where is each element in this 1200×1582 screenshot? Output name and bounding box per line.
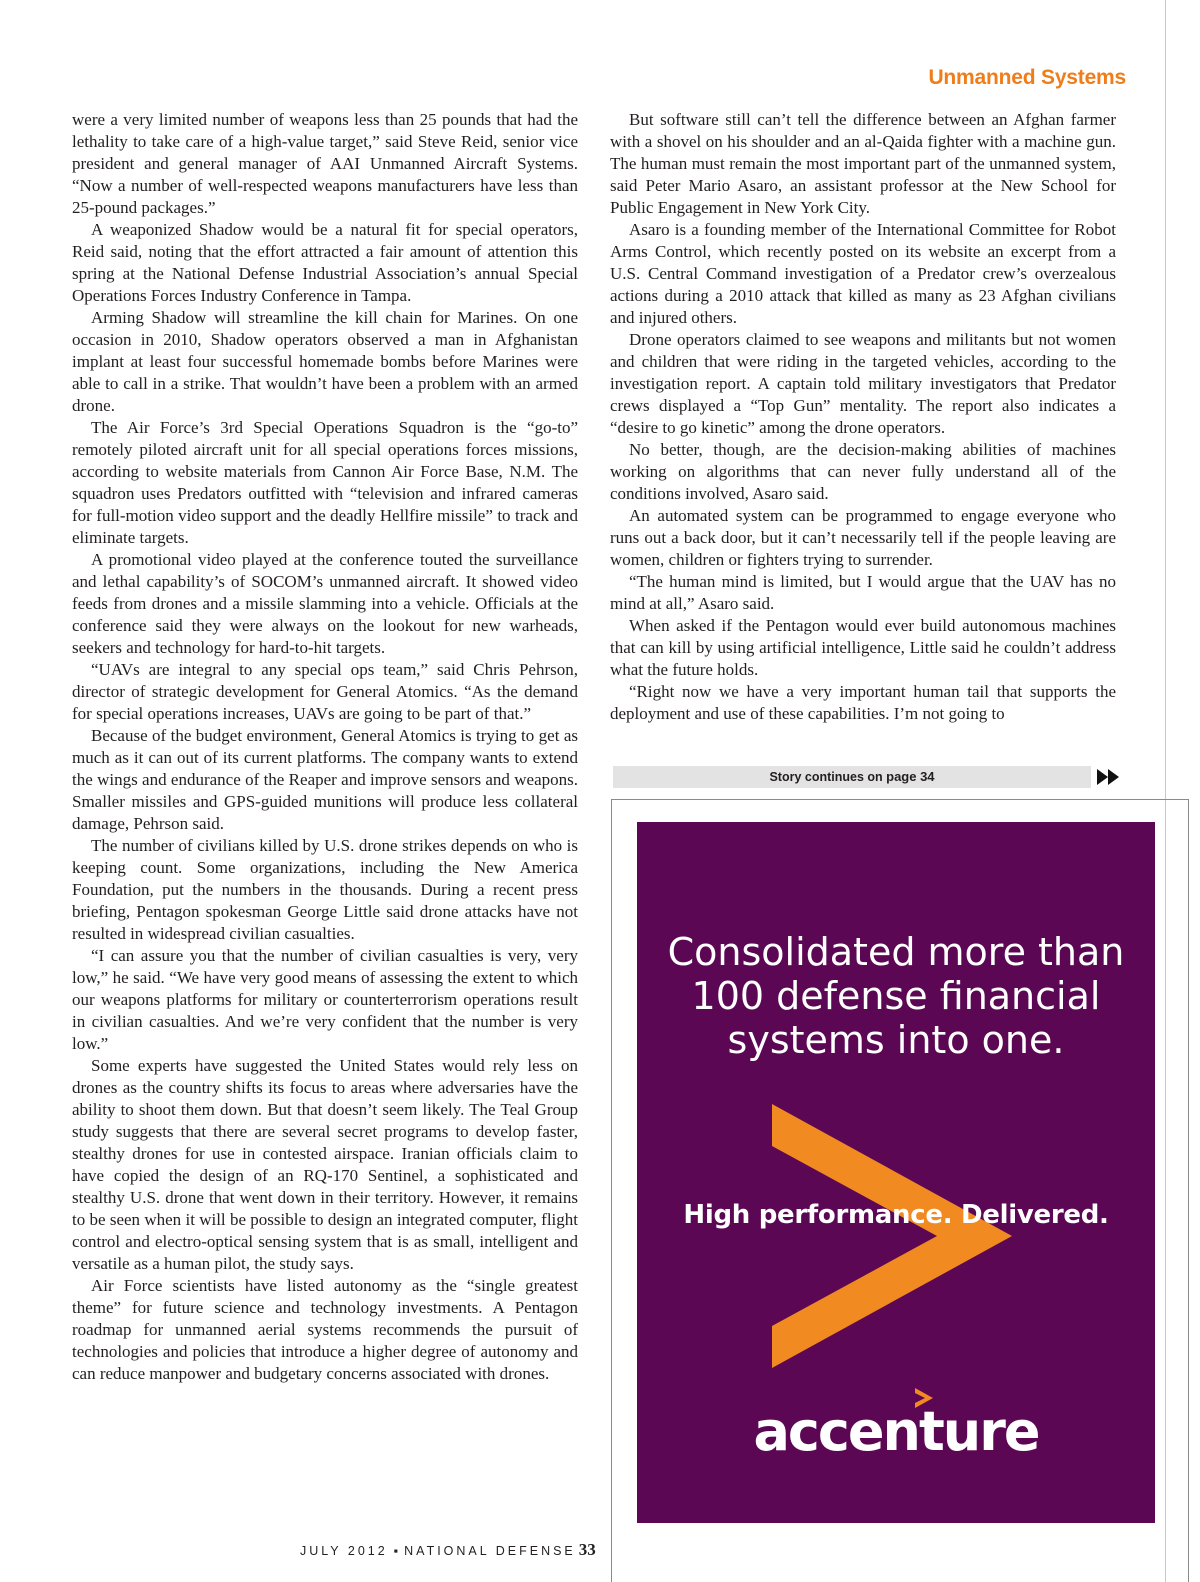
paragraph: were a very limited number of weapons less than 25 pounds that had the lethality to take care of a high-value target,” said Steve Reid, senior vice president and general manager of AAI Unmanned Aircraft Systems. “Now a number of well-respected weapons manufacturers have less than 25-pound packages.” bbox=[72, 110, 578, 217]
paragraph: The Air Force’s 3rd Special Operations Squadron is the “go-to” remotely piloted aircraft unit for all special operations forces missions, according to website materials from Cannon Air Force Base, N.M. The squadron uses Predators outfitted with “television and infrared cameras for full-motion video support and the deadly Hellfire missile” to track and eliminate targets. bbox=[72, 418, 578, 547]
paragraph: Because of the budget environment, General Atomics is trying to get as much as it can out of its current platforms. The company wants to extend the wings and endurance of the Reaper and improve sensors and weapons. Smaller missiles and GPS-guided munitions will produce less collateral damage, Pehrson said. bbox=[72, 726, 578, 833]
paragraph: “Right now we have a very important human tail that supports the deployment and use of these capabilities. I’m not going to bbox=[610, 682, 1116, 723]
accenture-chevron-icon bbox=[772, 1104, 1012, 1368]
paragraph: Some experts have suggested the United States would rely less on drones as the country shifts its focus to areas where adversaries have the ability to shoot them down. But that doesn’t seem likely. The Teal Group study suggests that there are several secret programs to develop faster, stealthy drones for use in contested airspace. Iranian officials claim to have copied the design of an RQ-170 Sentinel, a sophisticated and stealthy U.S. drone that went down in their territory. However, it remains to be seen when it will be possible to design an integrated computer, flight control and electro-optical sensing system that is as small, intelligent and versatile as a human pilot, the study says. bbox=[72, 1056, 578, 1273]
paragraph: An automated system can be programmed to engage everyone who runs out a back door, but it can’t necessarily tell if the people leaving are women, children or fighters trying to surrender. bbox=[610, 506, 1116, 569]
ad-frame-right bbox=[1188, 799, 1189, 1582]
paragraph: “The human mind is limited, but I would argue that the UAV has no mind at all,” Asaro said. bbox=[610, 572, 1116, 613]
page-footer bbox=[300, 1540, 596, 1560]
continues-label: Story continues on bbox=[769, 770, 883, 784]
paragraph: Arming Shadow will streamline the kill chain for Marines. On one occasion in 2010, Shadow operators observed a man in Afghanistan implant at least four successful homemade bombs before Marines were able to call in a strike. That wouldn’t have been a problem with an armed drone. bbox=[72, 308, 578, 415]
continues-page: page 34 bbox=[886, 769, 935, 784]
section-header: Unmanned Systems bbox=[928, 66, 1126, 89]
paragraph: “UAVs are integral to any special ops team,” said Chris Pehrson, director of strategic development for General Atomics. “As the demand for special operations increases, UAVs are going to be part of that.” bbox=[72, 660, 578, 723]
paragraph: Air Force scientists have listed autonomy as the “single greatest theme” for future science and technology investments. A Pentagon roadmap for unmanned aerial systems recommends the pursuit of technologies and policies that introduce a higher degree of autonomy and can reduce manpower and budgetary concerns associated with drones. bbox=[72, 1276, 578, 1383]
footer-publication: NATIONAL DEFENSE bbox=[404, 1544, 576, 1558]
paragraph: The number of civilians killed by U.S. drone strikes depends on who is keeping count. Some organizations, including the New America Foundation, put the numbers in the thousands. During a recent press briefing, Pentagon spokesman George Little said drone attacks have not resulted in widespread civilian casualties. bbox=[72, 836, 578, 943]
fast-forward-icon bbox=[1096, 766, 1122, 788]
ad-headline-line: 100 defense financial bbox=[691, 974, 1101, 1018]
article-column-right bbox=[610, 109, 1116, 725]
paragraph: “I can assure you that the number of civilian casualties is very, very low,” he said. “We have very good means of assessing the extent to which our weapons platforms for military or counterterrorism operations result in civilian casualties. And we’re very confident that the number is very low.” bbox=[72, 946, 578, 1053]
paragraph: A weaponized Shadow would be a natural fit for special operators, Reid said, noting that the effort attracted a fair amount of attention this spring at the National Defense Industrial Association’s annual Special Operations Forces Industry Conference in Tampa. bbox=[72, 220, 578, 305]
ad-headline-line: Consolidated more than bbox=[667, 930, 1125, 974]
ad-frame-left bbox=[611, 799, 612, 1582]
paragraph: A promotional video played at the conference touted the surveillance and lethal capability’s of SOCOM’s unmanned aircraft. It showed video feeds from drones and a missile slamming into a vehicle. Officials at the conference said they were always on the lookout for new warheads, seekers and technology for hard-to-hit targets. bbox=[72, 550, 578, 657]
accenture-logo: accenture bbox=[753, 1400, 1039, 1463]
ad-headline-line: systems into one. bbox=[727, 1018, 1065, 1062]
paragraph: But software still can’t tell the difference between an Afghan farmer with a shovel on his shoulder and an al-Qaida fighter with a machine gun. The human must remain the most important part of the unmanned system, said Peter Mario Asaro, an assistant professor at the New School for Public Engagement in New York City. bbox=[610, 110, 1116, 217]
story-continues-bar[interactable] bbox=[613, 766, 1091, 788]
paragraph: Asaro is a founding member of the International Committee for Robot Arms Control, which recently posted on its website an excerpt from a U.S. Central Command investigation of a Predator crew’s overzealous actions during a 2010 attack that killed as many as 23 Afghan civilians and injured others. bbox=[610, 220, 1116, 327]
page-edge bbox=[1165, 0, 1166, 1582]
paragraph: No better, though, are the decision-making abilities of machines working on algorithms that can never fully understand all of the conditions involved, Asaro said. bbox=[610, 440, 1116, 503]
paragraph: Drone operators claimed to see weapons and militants but not women and children that were riding in the targeted vehicles, according to the investigation report. A captain told military investigators that Predator crews displayed a “Top Gun” mentality. The report also indicates a “desire to go kinetic” among the drone operators. bbox=[610, 330, 1116, 437]
accenture-advertisement[interactable] bbox=[637, 822, 1155, 1523]
page-number: 33 bbox=[578, 1540, 596, 1559]
ad-frame-top bbox=[611, 799, 1189, 800]
footer-separator: ▪ bbox=[393, 1544, 399, 1558]
ad-headline bbox=[637, 930, 1155, 1062]
ad-tagline: High performance. Delivered. bbox=[683, 1200, 1109, 1230]
footer-date: JULY 2012 bbox=[300, 1544, 388, 1558]
paragraph: When asked if the Pentagon would ever build autonomous machines that can kill by using artificial intelligence, Little said he couldn’t address what the future holds. bbox=[610, 616, 1116, 679]
article-column-left bbox=[72, 109, 578, 1385]
